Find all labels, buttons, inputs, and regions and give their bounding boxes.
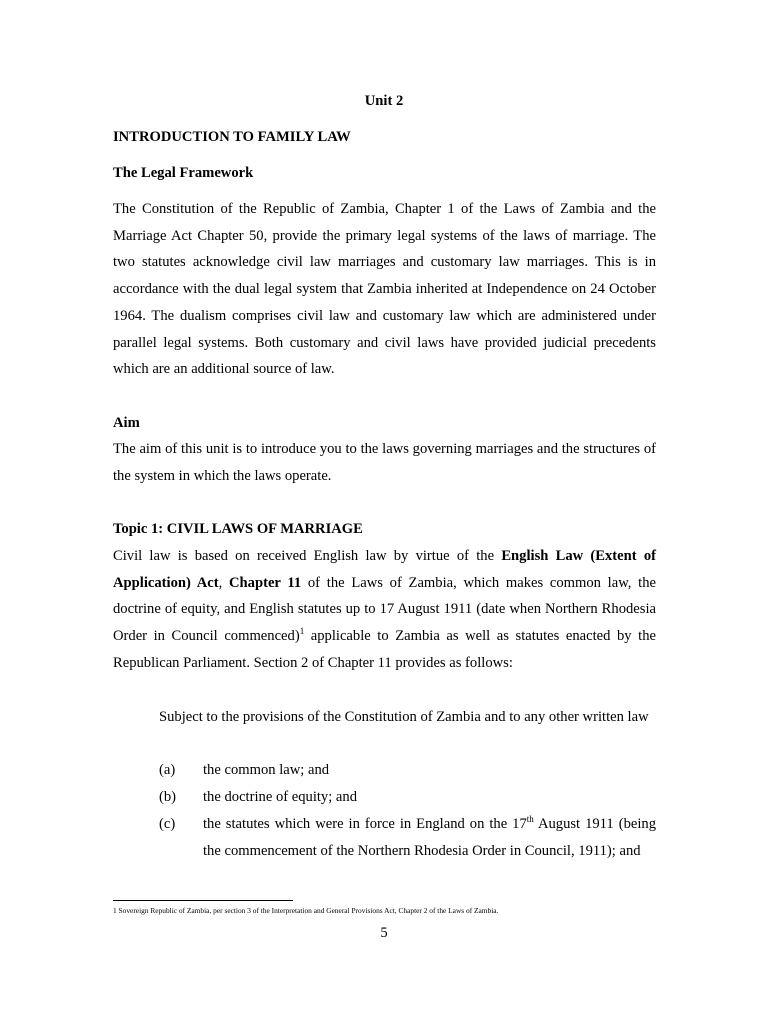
chapter-title: INTRODUCTION TO FAMILY LAW <box>113 129 351 145</box>
topic1-text-2: , <box>218 574 230 591</box>
aim-paragraph <box>113 436 656 489</box>
topic1-text-1: Civil law is based on received English law by virtue of the <box>113 548 502 564</box>
framework-paragraph <box>113 196 656 383</box>
aim-heading: Aim <box>113 415 140 431</box>
ordinal-suffix: th <box>526 814 534 824</box>
item-text <box>203 811 656 864</box>
footnote-reference: 1 <box>299 626 305 637</box>
item-text: the doctrine of equity; and <box>203 789 357 805</box>
unit-title: Unit 2 <box>364 93 404 109</box>
topic1-paragraph-text <box>113 543 656 677</box>
item-text: the common law; and <box>203 762 330 778</box>
framework-paragraph-text: The Constitution of the Republic of Zambia, Chapter 1 of the Laws of Zambia and the Marriage Act Chapter 50, provide the primary legal systems of the laws of marriage. The two statutes acknowledge civil law marriages and customary law marriages. This is in accordance with the dual legal system that Zambia inherited at Independence on 24 October 1964. The dualism comprises civil law and customary law which are administered under parallel legal systems. Both customary and civil laws have provided judicial precedents which are an additional source of law. <box>113 201 656 378</box>
quoted-provision-intro: Subject to the provisions of the Constitution of Zambia and to any other written law <box>159 709 649 725</box>
footnote-separator <box>113 900 293 901</box>
footnote-text: 1 Sovereign Republic of Zambia, per section 3 of the Interpretation and General Provisions Act, Chapter 2 of the Laws of Zambia. <box>113 906 499 915</box>
page-number: 5 <box>380 925 388 941</box>
item-marker: (a) <box>159 762 176 778</box>
topic1-chapter-ref: Chapter 11 <box>229 574 302 591</box>
topic1-text-3: of the Laws of Zambia, which makes common law, the doctrine of equity, and English statutes up to 17 August 1911 (date when Northern Rhodesia Order in Council commenced) <box>113 574 657 645</box>
aim-paragraph-text: The aim of this unit is to introduce you to the laws governing marriages and the structures of the system in which the laws operate. <box>113 441 656 484</box>
topic1-act-name: English Law (Extent of Application) Act <box>113 548 656 591</box>
topic1-text-4: applicable to Zambia as well as statutes enacted by the Republican Parliament. Section 2 of Chapter 11 provides as follows: <box>113 628 656 671</box>
section-heading-legal-framework: The Legal Framework <box>113 165 254 181</box>
item-text-pre: the statutes which were in force in England on the 17 <box>203 816 527 832</box>
item-text-post: August 1911 (being the commencement of the Northern Rhodesia Order in Council, 1911); and <box>203 816 656 859</box>
item-marker: (c) <box>159 816 176 832</box>
item-marker: (b) <box>159 789 177 805</box>
topic1-heading: Topic 1: CIVIL LAWS OF MARRIAGE <box>113 521 363 537</box>
topic1-paragraph <box>113 543 656 677</box>
